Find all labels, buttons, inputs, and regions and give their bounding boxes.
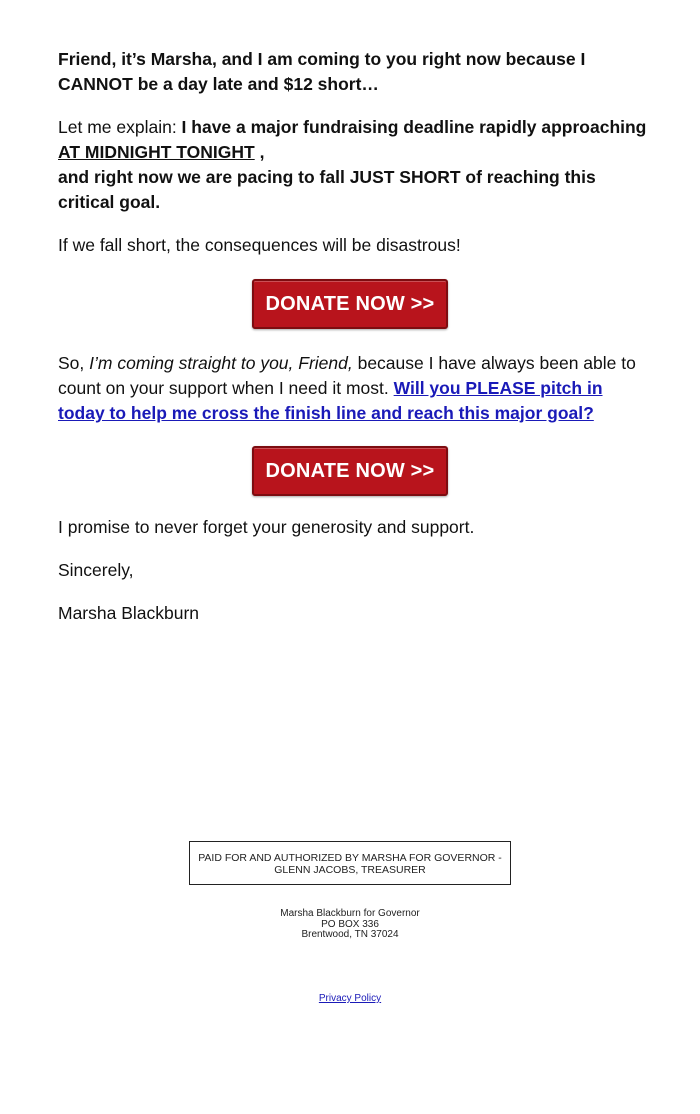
signature: Marsha Blackburn (58, 603, 200, 623)
sign-off: Sincerely, (58, 560, 134, 580)
pacing-text: and right now we are pacing to fall JUST SHORT of reaching this critical goal. (58, 167, 596, 212)
explain-bold-text: I have a major fundraising deadline rapidly approaching (181, 117, 647, 137)
consequence-paragraph: If we fall short, the consequences will be disastrous! (58, 235, 461, 255)
donate-now-button-2[interactable]: DONATE NOW >> (252, 446, 448, 496)
privacy-row (0, 993, 700, 1004)
address-line: Brentwood, TN 37024 (301, 929, 399, 940)
privacy-policy-link[interactable]: Privacy Policy (318, 993, 382, 1004)
address-line: PO BOX 336 (321, 918, 379, 930)
address-line: Marsha Blackburn for Governor (280, 908, 420, 919)
explain-paragraph (58, 115, 648, 215)
pitch-in-link[interactable]: Will you PLEASE pitch in today to help me cross the finish line and reach this major goal? (58, 378, 603, 423)
deadline-text: AT MIDNIGHT TONIGHT (58, 142, 255, 162)
donate-button-row (58, 279, 648, 329)
email-body (58, 47, 648, 626)
deadline-comma: , (254, 142, 265, 162)
donate-now-button[interactable]: DONATE NOW >> (252, 279, 448, 329)
explain-prefix: Let me explain: (58, 117, 182, 137)
donate-button-row-2 (58, 446, 648, 496)
paid-for-disclaimer: PAID FOR AND AUTHORIZED BY MARSHA FOR GOVERNOR - GLENN JACOBS, TREASURER (189, 841, 511, 885)
ask-italic-text: I’m coming straight to you, Friend, (89, 353, 353, 373)
ask-paragraph (58, 351, 648, 426)
mailing-address (0, 909, 700, 941)
intro-paragraph: Friend, it’s Marsha, and I am coming to you right now because I CANNOT be a day late and $12 short… (58, 49, 586, 94)
ask-middle-text: because I have always been able to count on your support when I need it most. (58, 353, 636, 398)
promise-paragraph: I promise to never forget your generosity and support. (58, 517, 475, 537)
ask-prefix: So, (58, 353, 90, 373)
